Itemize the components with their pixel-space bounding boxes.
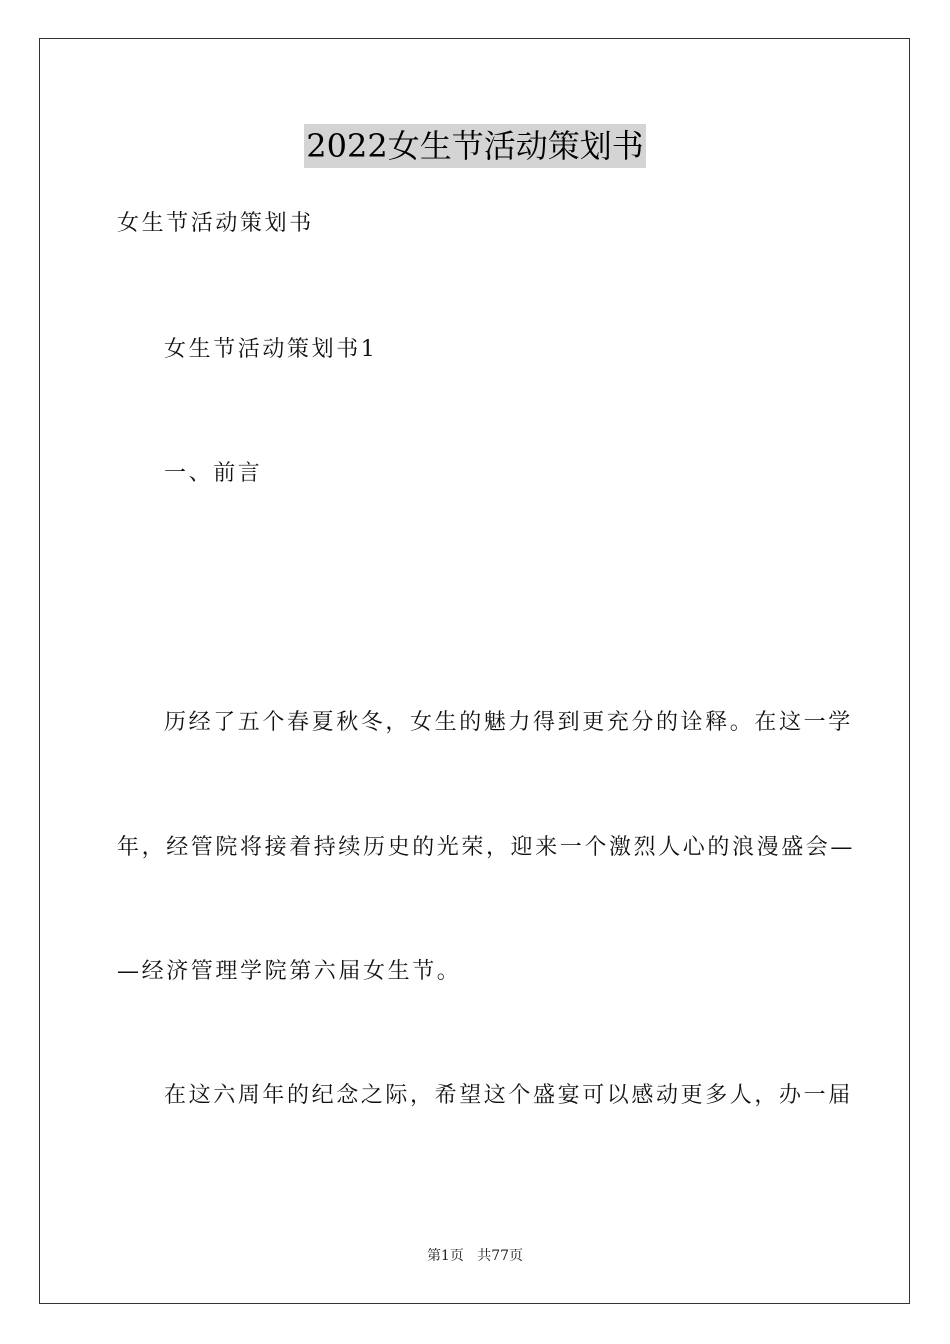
subsection-heading: 一、前言 [164,461,263,486]
page-footer [0,1247,950,1265]
paragraph-line: —经济管理学院第六届女生节。 [117,959,462,984]
paragraph-line: 在这六周年的纪念之际，希望这个盛宴可以感动更多人，办一届 [164,1083,853,1108]
page-total: 共77页 [477,1248,524,1264]
paragraph-line: 历经了五个春夏秋冬，女生的魅力得到更充分的诠释。在这一学 [164,710,853,735]
paragraph-line: 年，经管院将接着持续历史的光荣，迎来一个激烈人心的浪漫盛会— [117,835,856,860]
section-heading: 女生节活动策划书1 [164,337,378,362]
page-number: 第1页 [426,1248,464,1264]
title-container [0,124,950,168]
document-title: 2022女生节活动策划书 [304,124,645,168]
subtitle-line: 女生节活动策划书 [117,211,314,236]
